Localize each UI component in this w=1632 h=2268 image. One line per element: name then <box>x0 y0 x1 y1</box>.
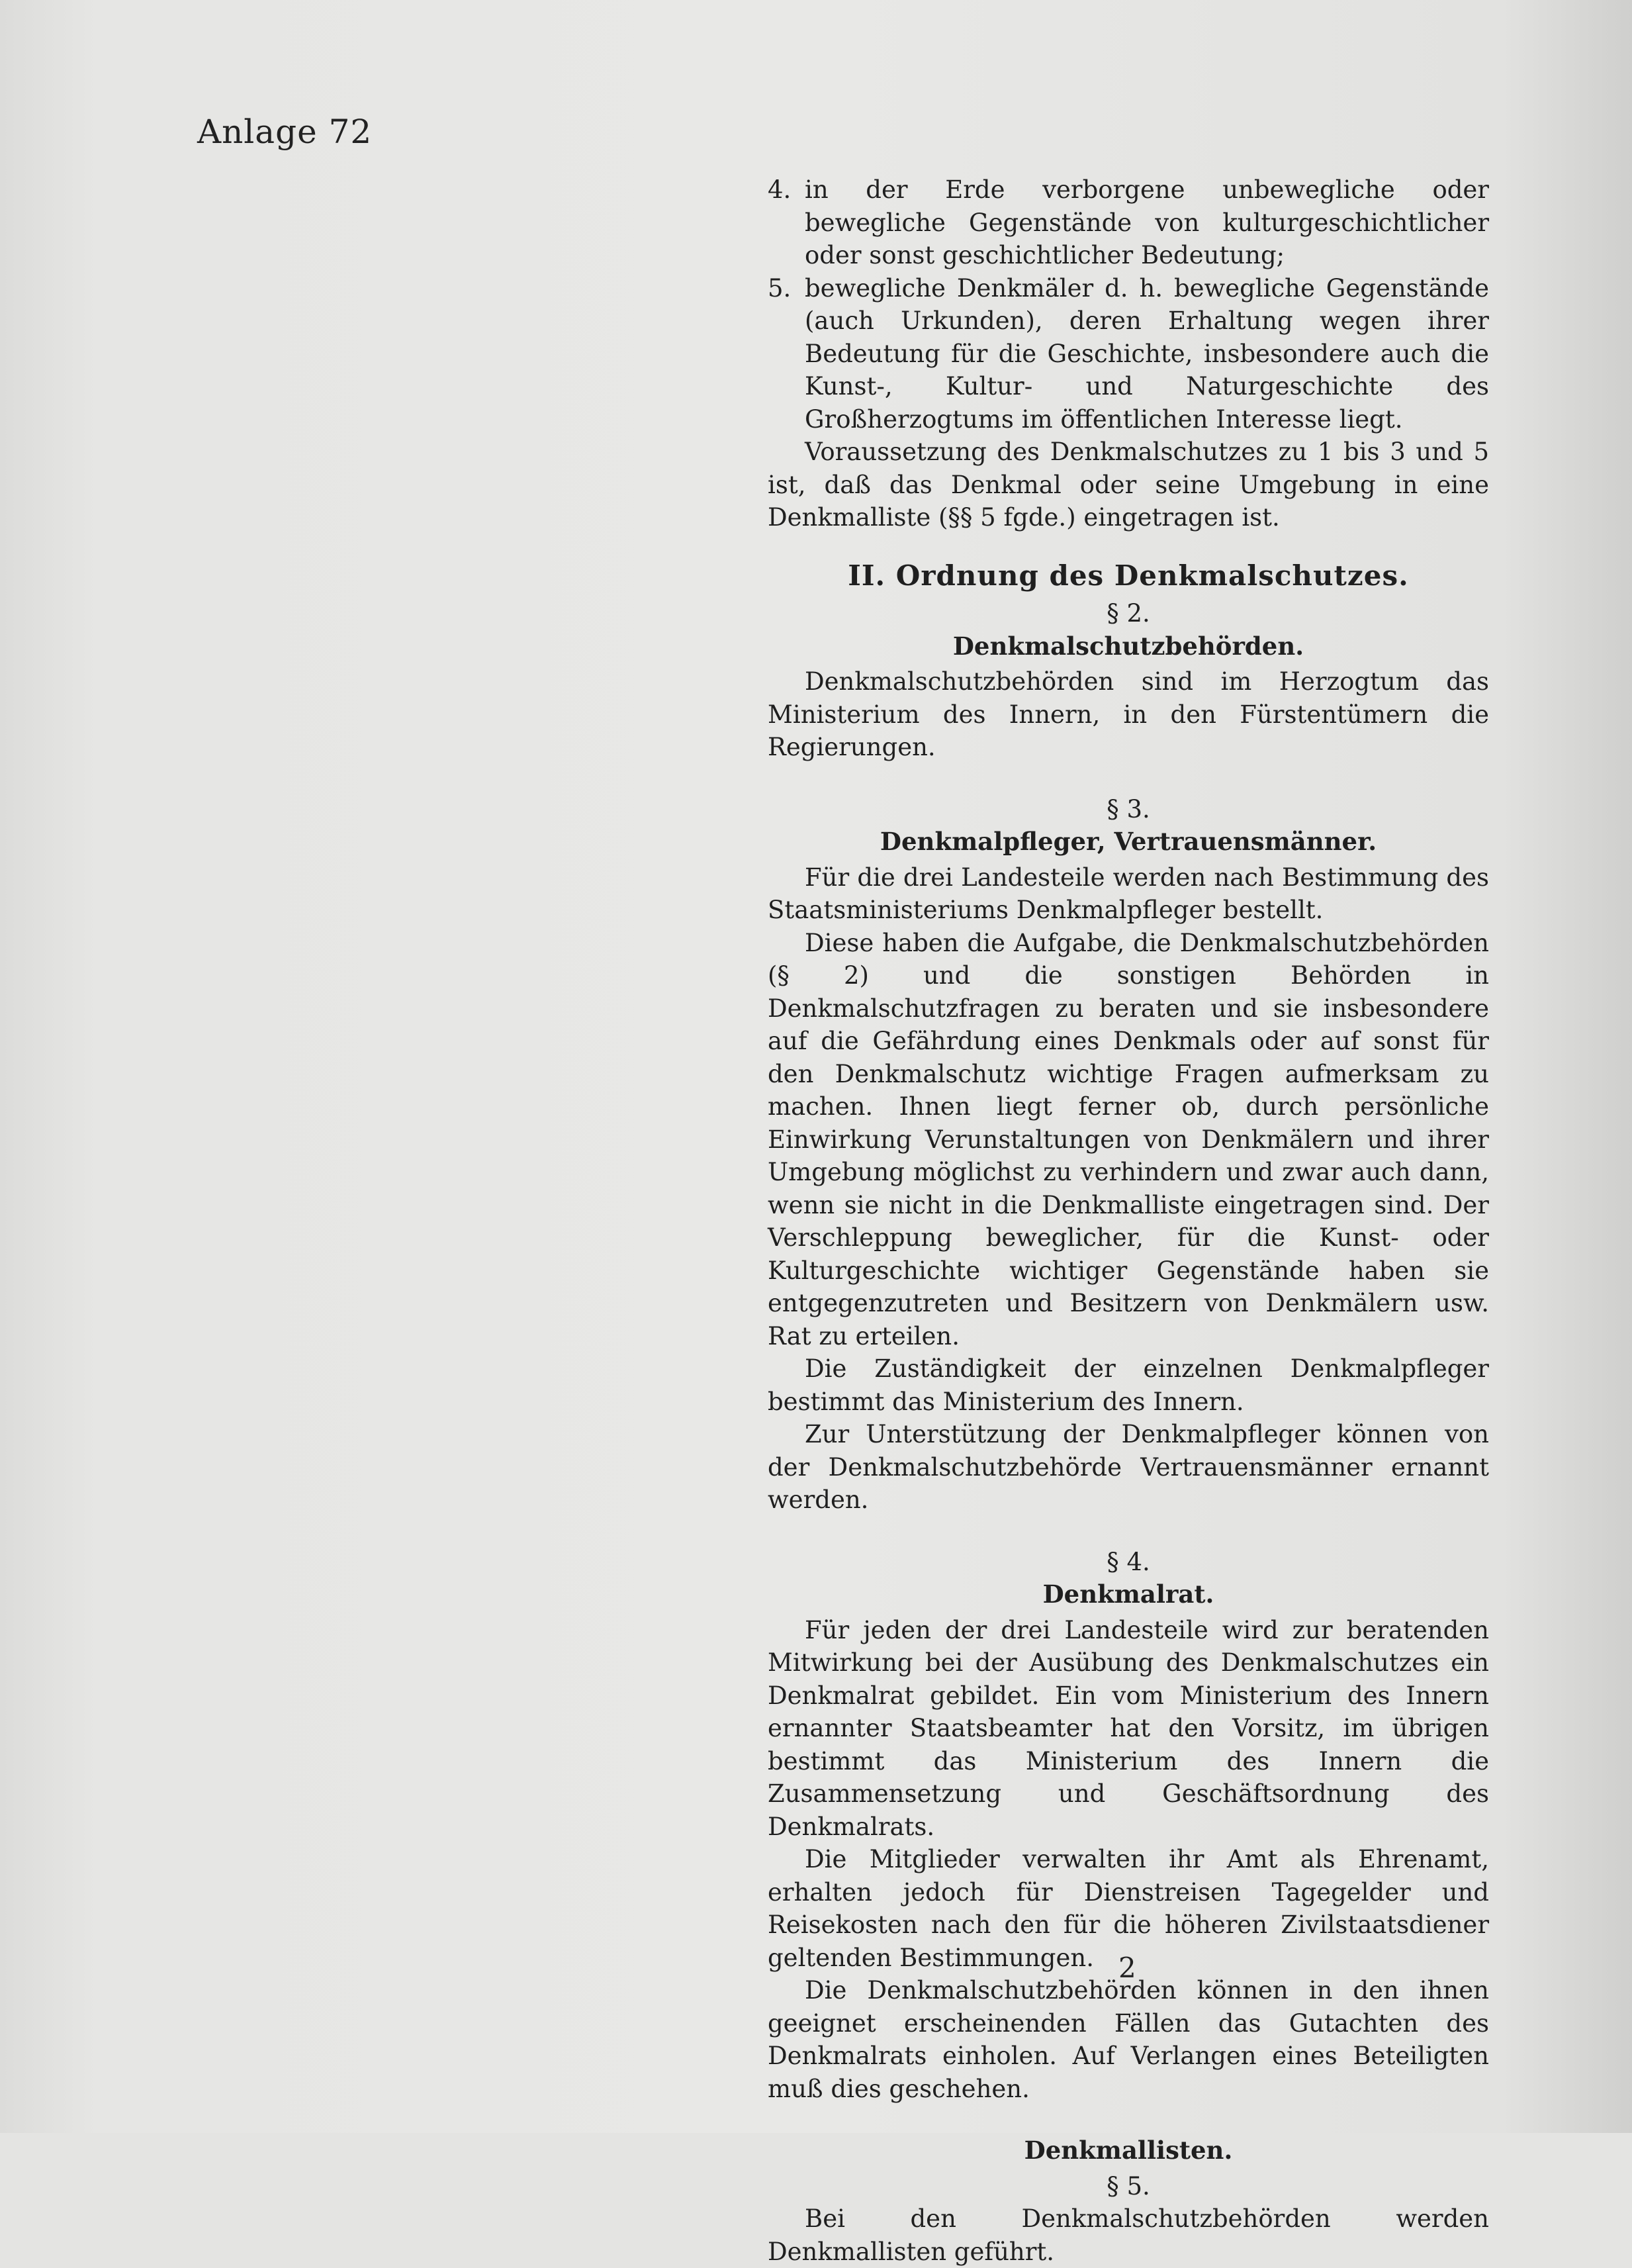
section-4-paragraph: Für jeden der drei Landesteile wird zur beratenden Mitwirkung bei der Ausübung des Denkmalschutzes ein Denkmalrat gebildet. Ein vom Ministerium des Innern ernannter Staatsbeamter hat den Vorsitz, im übrigen bestimmt das Ministerium des Innern die Zusammensetzung und Geschäftsordnung des Denkmalrats. <box>768 1615 1489 1841</box>
section-5-number: § 5. <box>1107 2171 1150 2200</box>
section-3-paragraph: Diese haben die Aufgabe, die Denkmalschutzbehörden (§ 2) und die sonstigen Behörden in Denkmalschutzfragen zu beraten und sie insbesondere auf die Gefährdung eines Denkmals oder auf sonst für den Denkmalschutz wichtige Fragen aufmerksam zu machen. Ihnen liegt ferner ob, durch persönliche Einwirkung Verunstaltungen von Denkmälern und ihrer Umgebung möglichst zu verhindern und zwar auch dann, wenn sie nicht in die Denkmalliste eingetragen sind. Der Verschleppung beweglicher, für die Kunst- oder Kulturgeschichte wichtiger Gegenstände haben sie entgegenzutreten und Besitzern von Denkmälern usw. Rat zu erteilen. <box>768 928 1489 1350</box>
section-3-paragraph: Die Zuständigkeit der einzelnen Denkmalpfleger bestimmt das Ministerium des Innern. <box>768 1354 1489 1416</box>
annex-label: Anlage 72 <box>197 113 373 151</box>
list-item <box>768 272 1489 436</box>
paragraph-voraussetzung: Voraussetzung des Denkmalschutzes zu 1 bis 3 und 5 ist, daß das Denkmal oder seine Umgebung in eine Denkmalliste (§§ 5 fgde.) eingetragen ist. <box>768 438 1489 532</box>
section-2-heading: Denkmalschutzbehörden. <box>952 631 1304 661</box>
section-4-heading: Denkmalrat. <box>1042 1580 1214 1609</box>
section-3-number: § 3. <box>1107 794 1150 824</box>
list-item-text: in der Erde verborgene unbewegliche oder bewegliche Gegenstände von kulturgeschichtlicher oder sonst geschichtlicher Bedeutung; <box>805 175 1489 269</box>
section-4-paragraph: Die Denkmalschutzbehörden können in den ihnen geeignet erscheinenden Fällen das Gutachten des Denkmalrats einholen. Auf Verlangen eines Beteiligten muß dies geschehen. <box>768 1976 1489 2103</box>
section-2-paragraph: Denkmalschutzbehörden sind im Herzogtum das Ministerium des Innern, in den Fürstentümern die Regierungen. <box>768 667 1489 761</box>
section-3-paragraph: Zur Unterstützung der Denkmalpfleger können von der Denkmalschutzbehörde Vertrauensmänner ernannt werden. <box>768 1420 1489 1514</box>
list-item-text: bewegliche Denkmäler d. h. bewegliche Gegenstände (auch Urkunden), deren Erhaltung wegen ihrer Bedeutung für die Geschichte, insbesondere auch die Kunst-, Kultur- und Naturgeschichte des Großherzogtums im öffentlichen Interesse liegt. <box>805 273 1489 434</box>
section-4-number: § 4. <box>1107 1547 1150 1576</box>
section-2-number: § 2. <box>1107 599 1150 628</box>
section-4-paragraph: Die Mitglieder verwalten ihr Amt als Ehrenamt, erhalten jedoch für Dienstreisen Tagegelder und Reisekosten nach den für die höheren Zivilstaatsdiener geltenden Bestimmungen. <box>768 1845 1489 1972</box>
list-item <box>768 173 1489 272</box>
page-number: 2 <box>1118 1952 1136 1984</box>
section-3-paragraph: Für die drei Landesteile werden nach Bestimmung des Staatsministeriums Denkmalpfleger bestellt. <box>768 863 1489 924</box>
section-5-paragraph: Bei den Denkmalschutzbehörden werden Denkmallisten geführt. <box>768 2204 1489 2266</box>
section-3-heading: Denkmalpfleger, Vertrauensmänner. <box>880 827 1377 856</box>
section-title: II. Ordnung des Denkmalschutzes. <box>848 559 1409 592</box>
section-5-heading: Denkmallisten. <box>1024 2136 1233 2165</box>
list-item-number: 5. <box>768 273 792 303</box>
list-item-number: 4. <box>768 175 792 204</box>
